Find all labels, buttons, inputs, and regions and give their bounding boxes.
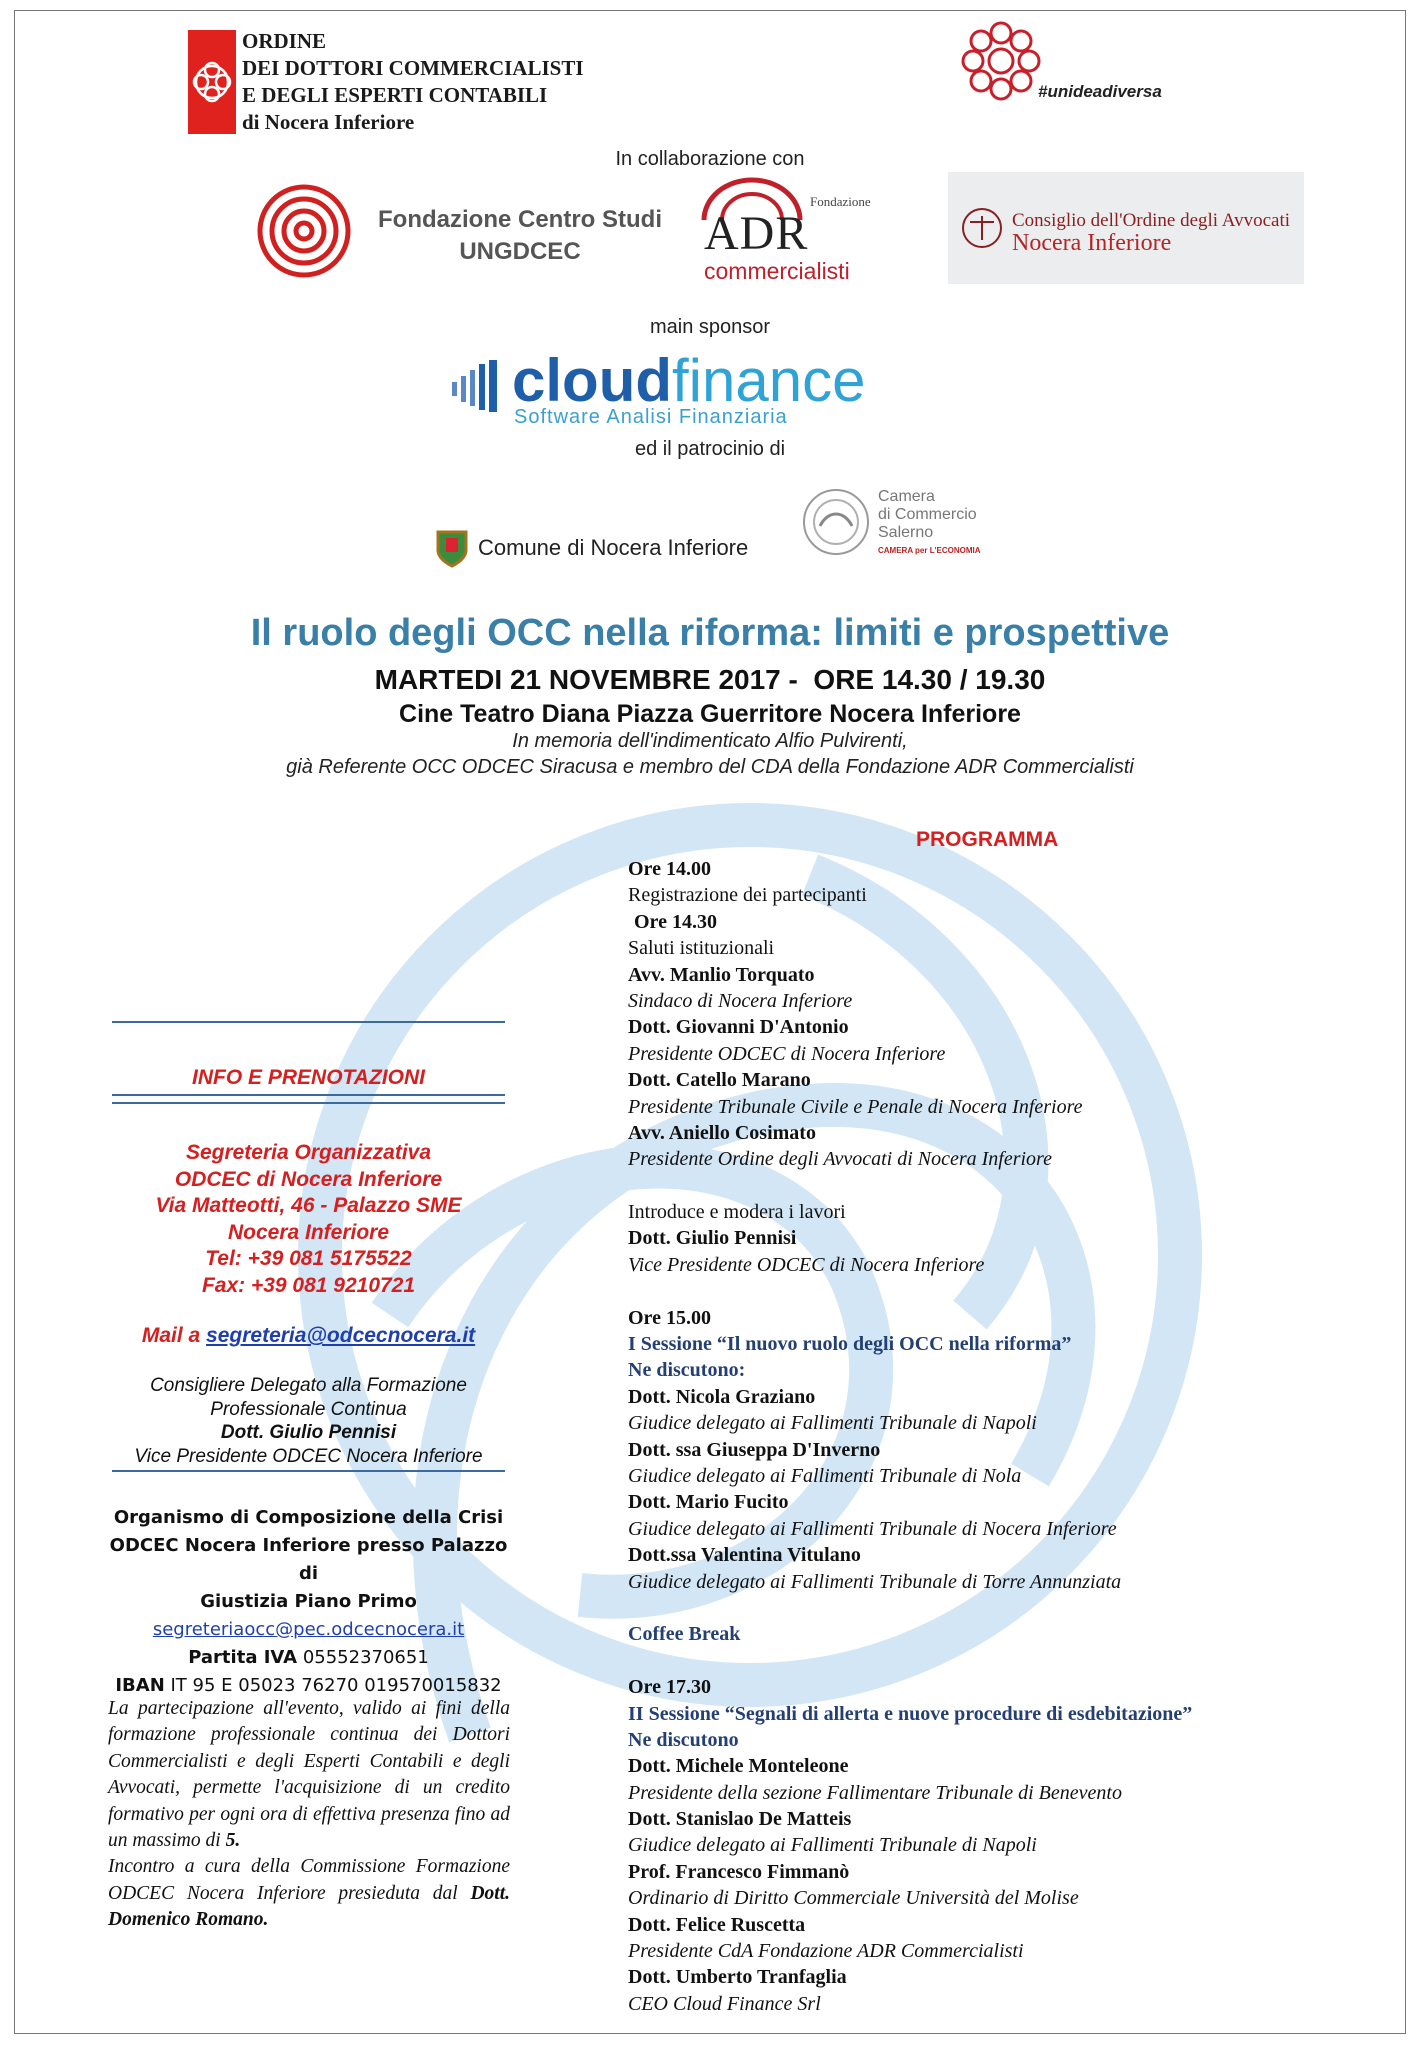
program-line: Ordinario di Diritto Commerciale Università del Molise [628, 1887, 1079, 1910]
consigliere-line: Consigliere Delegato alla Formazione [150, 1375, 467, 1396]
pec-link[interactable]: segreteriaocc@pec.odcecnocera.it [152, 1619, 465, 1640]
partecipazione-text [108, 1696, 510, 1934]
program-line: Ore 14.30 [634, 910, 717, 933]
program-line: Dott.ssa Valentina Vitulano [628, 1544, 861, 1567]
segreteria-line: Nocera Inferiore [227, 1220, 390, 1244]
camera-tagline: CAMERA per L'ECONOMIA [878, 546, 981, 555]
adr-fondazione: Fondazione [810, 194, 871, 209]
mail-line [112, 1324, 505, 1348]
program-line: Dott. Umberto Tranfaglia [628, 1966, 847, 1989]
consigliere-line: Vice Presidente ODCEC Nocera Inferiore [134, 1445, 483, 1467]
divider [112, 1470, 505, 1472]
odcec-line: DEI DOTTORI COMMERCIALISTI [242, 56, 584, 80]
adr-subtitle: commercialisti [704, 258, 850, 284]
hashtag: #unideadiversa [1038, 82, 1162, 101]
cloud-word: cloud [512, 347, 672, 414]
program-line: Ore 15.00 [628, 1306, 711, 1329]
email-link[interactable]: segreteria@odcecnocera.it [206, 1324, 476, 1347]
program-line: Giudice delegato ai Fallimenti Tribunale di Napoli [628, 1412, 1037, 1435]
collaboration-label: In collaborazione con [615, 148, 805, 170]
event-title: Il ruolo degli OCC nella riforma: limiti e prospettive [250, 612, 1170, 654]
program-line: Presidente Tribunale Civile e Penale di Nocera Inferiore [628, 1095, 1083, 1118]
program-line: Presidente ODCEC di Nocera Inferiore [628, 1042, 946, 1065]
phone: Tel: +39 081 5175522 [205, 1247, 412, 1270]
program-line: Introduce e modera i lavori [628, 1201, 846, 1224]
finance-word: finance [672, 347, 866, 414]
program-line: Coffee Break [628, 1623, 741, 1646]
iban-value: IT 95 E 05023 76270 019570015832 [170, 1675, 502, 1696]
program-line: Ne discutono [628, 1728, 739, 1751]
memoria-line1: In memoria dell'indimenticato Alfio Pulvirenti, [512, 730, 908, 752]
segreteria-line: Via Matteotti, 46 - Palazzo SME [155, 1194, 462, 1217]
fondazione-line: Fondazione Centro Studi [378, 206, 662, 233]
program-spacer [628, 1278, 1192, 1304]
scales-icon [960, 206, 1004, 250]
presidente-name: Dott. Domenico Romano. [108, 1882, 510, 1931]
program-line: Avv. Aniello Cosimato [628, 1121, 816, 1144]
program-line: Presidente della sezione Fallimentare Tribunale di Benevento [628, 1781, 1122, 1804]
program-line: Dott. Nicola Graziano [628, 1385, 816, 1408]
odcec-name [242, 28, 584, 136]
coa-line1: Consiglio dell'Ordine degli Avvocati [1012, 210, 1291, 231]
adr-title: ADR [704, 207, 809, 260]
program-line: Sindaco di Nocera Inferiore [628, 989, 853, 1012]
segreteria-block [112, 1140, 505, 1299]
camera-line: Camera [878, 488, 935, 505]
program-line: Giudice delegato ai Fallimenti Tribunale di Napoli [628, 1834, 1037, 1857]
comune-name: Comune di Nocera Inferiore [478, 535, 749, 560]
memoria-line2: già Referente OCC ODCEC Siracusa e membro del CDA della Fondazione ADR Commercialisti [286, 756, 1134, 778]
main-sponsor-label: main sponsor [649, 316, 771, 338]
program-line: Dott. Giovanni D'Antonio [628, 1016, 849, 1039]
incontro-body: Incontro a cura della Commissione Formazione ODCEC Nocera Inferiore presieduta dal [108, 1856, 510, 1904]
program-line: Ne discutono: [628, 1359, 746, 1382]
unideadiversa-flower-icon [958, 18, 1044, 104]
divider [112, 1094, 505, 1096]
program-line: I Sessione “Il nuovo ruolo degli OCC nella riforma” [628, 1333, 1072, 1356]
camera-commercio-seal-icon [800, 486, 872, 558]
cloudfinance-tagline: Software Analisi Finanziaria [514, 406, 788, 428]
fax: Fax: +39 081 9210721 [201, 1273, 416, 1297]
cloudfinance-bars-icon [452, 360, 506, 412]
program-spacer [628, 1595, 1192, 1621]
program-line: Vice Presidente ODCEC di Nocera Inferiore [628, 1253, 985, 1276]
program-line: Avv. Manlio Torquato [628, 963, 815, 986]
partecipazione-paragraph [108, 1696, 510, 1854]
program-line: Giudice delegato ai Fallimenti Tribunale di Torre Annunziata [628, 1570, 1122, 1593]
consigliere-line: Professionale Continua [210, 1398, 407, 1420]
program-line: Dott. Catello Marano [628, 1069, 811, 1092]
consigliere-block [112, 1374, 505, 1468]
camera-commercio-name [878, 488, 977, 542]
occ-block [100, 1504, 517, 1700]
program-line: Dott. ssa Giuseppa D'Inverno [628, 1438, 881, 1461]
program-line: II Sessione “Segnali di allerta e nuove procedure di esdebitazione” [628, 1702, 1193, 1725]
program-line: Saluti istituzionali [628, 937, 775, 960]
program-line: Presidente Ordine degli Avvocati di Nocera Inferiore [628, 1148, 1052, 1171]
piva-line [100, 1644, 517, 1672]
program-spacer [628, 1173, 1192, 1199]
segreteria-line: Segreteria Organizzativa [185, 1141, 432, 1164]
program-line: Dott. Stanislao De Matteis [628, 1808, 852, 1831]
occ-line: Giustizia Piano Primo [200, 1591, 417, 1612]
camera-line: di Commercio [878, 506, 977, 523]
fondazione-line: UNGDCEC [459, 238, 581, 265]
odcec-line: E DEGLI ESPERTI CONTABILI [242, 83, 548, 107]
program-line: Giudice delegato ai Fallimenti Tribunale di Nola [628, 1464, 1022, 1487]
consigliere-name: Dott. Giulio Pennisi [220, 1422, 397, 1443]
program-line: Dott. Giulio Pennisi [628, 1227, 797, 1250]
programma-list [628, 856, 1192, 2017]
comune-crest-icon [432, 526, 472, 570]
program-line: Presidente CdA Fondazione ADR Commercialisti [628, 1940, 1024, 1963]
occ-line: ODCEC Nocera Inferiore presso Palazzo di [109, 1535, 508, 1584]
partecipazione-body: La partecipazione all'evento, valido ai fini della formazione professionale continua dei Dottori Commercialisti e degli Esperti Contabili e degli Avvocati, permette l'acquisizione di un credito formativo per ogni ora di effettiva presenza fino ad un massimo di [108, 1698, 510, 1852]
programma-title: PROGRAMMA [916, 828, 1059, 851]
program-line: Dott. Mario Fucito [628, 1491, 789, 1514]
fondazione-centro-studi-logo-icon [254, 176, 354, 286]
divider [112, 1021, 505, 1023]
iban-label: IBAN [115, 1675, 165, 1696]
segreteria-line: ODCEC di Nocera Inferiore [174, 1167, 443, 1191]
info-title: INFO E PRENOTAZIONI [192, 1066, 425, 1089]
program-line: Giudice delegato ai Fallimenti Tribunale di Nocera Inferiore [628, 1517, 1117, 1540]
divider [112, 1102, 505, 1104]
program-line: Ore 17.30 [628, 1676, 711, 1699]
odcec-logo [188, 30, 236, 134]
program-line: Ore 14.00 [628, 858, 711, 880]
occ-line: Organismo di Composizione della Crisi [113, 1507, 504, 1528]
fondazione-centro-studi-name [378, 204, 662, 268]
event-venue: Cine Teatro Diana Piazza Guerritore Nocera Inferiore [399, 700, 1021, 728]
program-line: Prof. Francesco Fimmanò [628, 1860, 850, 1883]
coa-line2: Nocera Inferiore [1012, 230, 1172, 256]
program-line: Registrazione dei partecipanti [628, 884, 867, 907]
event-date: MARTEDI 21 NOVEMBRE 2017 - ORE 14.30 / 19.30 [374, 664, 1046, 695]
camera-line: Salerno [878, 524, 934, 541]
program-line: CEO Cloud Finance Srl [628, 1992, 821, 2015]
program-line: Dott. Michele Monteleone [628, 1755, 849, 1778]
crediti-max: 5. [225, 1830, 241, 1852]
odcec-emblem-icon [188, 30, 236, 134]
incontro-paragraph [108, 1854, 510, 1933]
odcec-line: ORDINE [242, 29, 327, 53]
piva-label: Partita IVA [188, 1647, 298, 1668]
program-line: Dott. Felice Ruscetta [628, 1913, 806, 1936]
mail-label: Mail a [141, 1324, 201, 1347]
odcec-line: di Nocera Inferiore [242, 110, 415, 134]
patrocinio-label: ed il patrocinio di [634, 438, 786, 460]
program-spacer [628, 1648, 1192, 1674]
piva-value: 05552370651 [302, 1647, 429, 1668]
